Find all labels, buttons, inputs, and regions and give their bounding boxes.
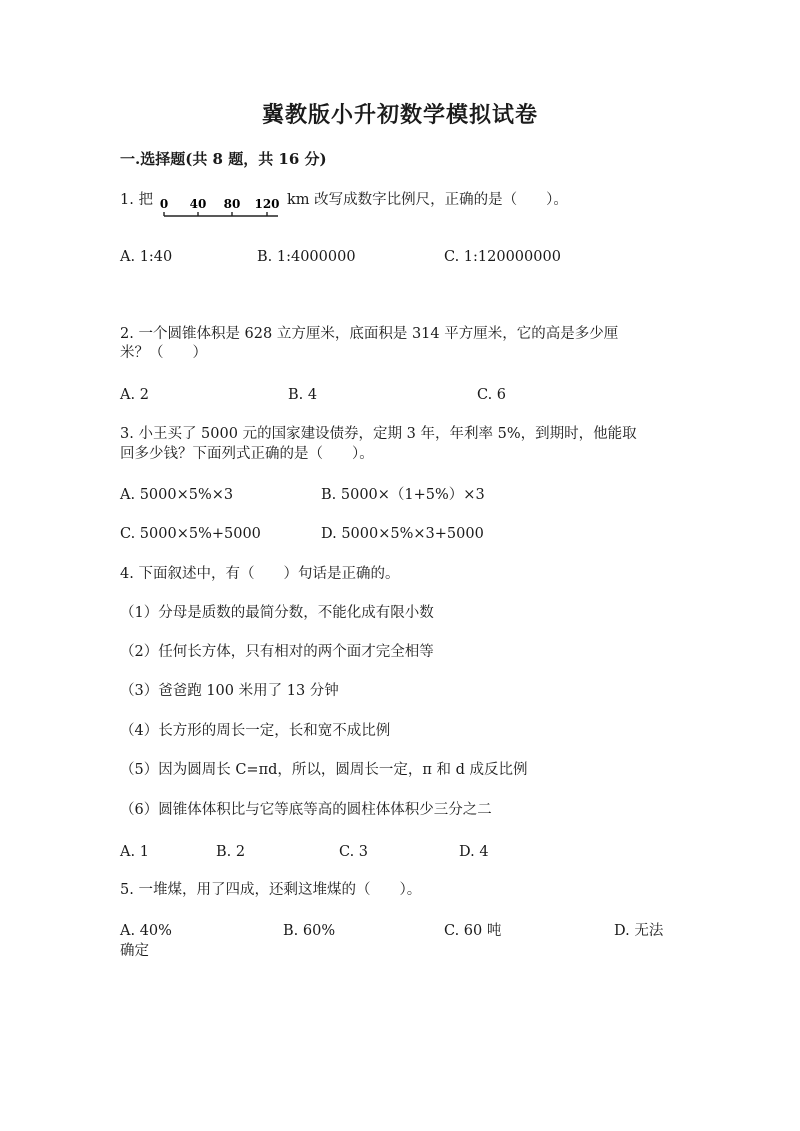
q5-option-b[interactable]: B. 60% [283,923,336,939]
q2-option-b[interactable]: B. 4 [288,387,318,403]
q4-statement: （2）任何长方体，只有相对的两个面才完全相等 [120,644,434,660]
q4-option-a[interactable]: A. 1 [120,844,149,860]
q5-stem: 5. 一堆煤，用了四成，还剩这堆煤的（ ）。 [120,882,422,898]
q1-suffix: km 改写成数字比例尺，正确的是（ ）。 [287,192,568,208]
q3-option-b[interactable]: B. 5000×（1+5%）×3 [321,487,485,503]
q4-stem: 4. 下面叙述中，有（ ）句话是正确的。 [120,566,400,582]
q5-option-d-continued: 确定 [120,943,149,959]
scale-tick-label: 40 [189,197,207,211]
q5-option-a[interactable]: A. 40% [120,923,172,939]
q5-option-c[interactable]: C. 60 吨 [444,923,502,939]
q2-option-c[interactable]: C. 6 [477,387,507,403]
q2-option-a[interactable]: A. 2 [120,387,149,403]
q1-option-c[interactable]: C. 1:120000000 [444,249,561,265]
page-title: 冀教版小升初数学模拟试卷 [261,102,538,128]
q3-option-c[interactable]: C. 5000×5%+5000 [120,526,261,542]
scale-tick-label: 80 [223,197,241,211]
q3-stem-line2: 回多少钱？下面列式正确的是（ ）。 [120,446,374,462]
scale-bar-diagram [156,190,286,226]
q4-option-d[interactable]: D. 4 [459,844,489,860]
q4-option-b[interactable]: B. 2 [216,844,246,860]
q1-option-b[interactable]: B. 1:4000000 [257,249,356,265]
section-heading: 一.选择题(共 8 题，共 16 分) [120,150,327,168]
q4-statement: （6）圆锥体体积比与它等底等高的圆柱体体积少三分之二 [120,802,492,818]
scale-tick-label: 0 [159,197,169,211]
q4-statement: （4）长方形的周长一定，长和宽不成比例 [120,723,391,739]
q4-option-c[interactable]: C. 3 [339,844,369,860]
scale-tick-label: 120 [254,197,280,211]
q4-statement: （3）爸爸跑 100 米用了 13 分钟 [120,683,339,699]
q5-option-d[interactable]: D. 无法 [614,923,664,939]
q2-stem-line2: 米？（ ） [120,345,207,361]
q1-prefix: 1. 把 [120,192,153,208]
q3-stem-line1: 3. 小王买了 5000 元的国家建设债券，定期 3 年，年利率 5%，到期时，他能取 [120,426,637,442]
q2-stem-line1: 2. 一个圆锥体积是 628 立方厘米，底面积是 314 平方厘米，它的高是多少厘 [120,326,619,342]
q3-option-d[interactable]: D. 5000×5%×3+5000 [321,526,484,542]
q4-statement: （5）因为圆周长 C=πd，所以，圆周长一定，π 和 d 成反比例 [120,762,528,778]
q3-option-a[interactable]: A. 5000×5%×3 [120,487,234,503]
q4-statement: （1）分母是质数的最简分数，不能化成有限小数 [120,605,434,621]
q1-option-a[interactable]: A. 1:40 [120,249,173,265]
